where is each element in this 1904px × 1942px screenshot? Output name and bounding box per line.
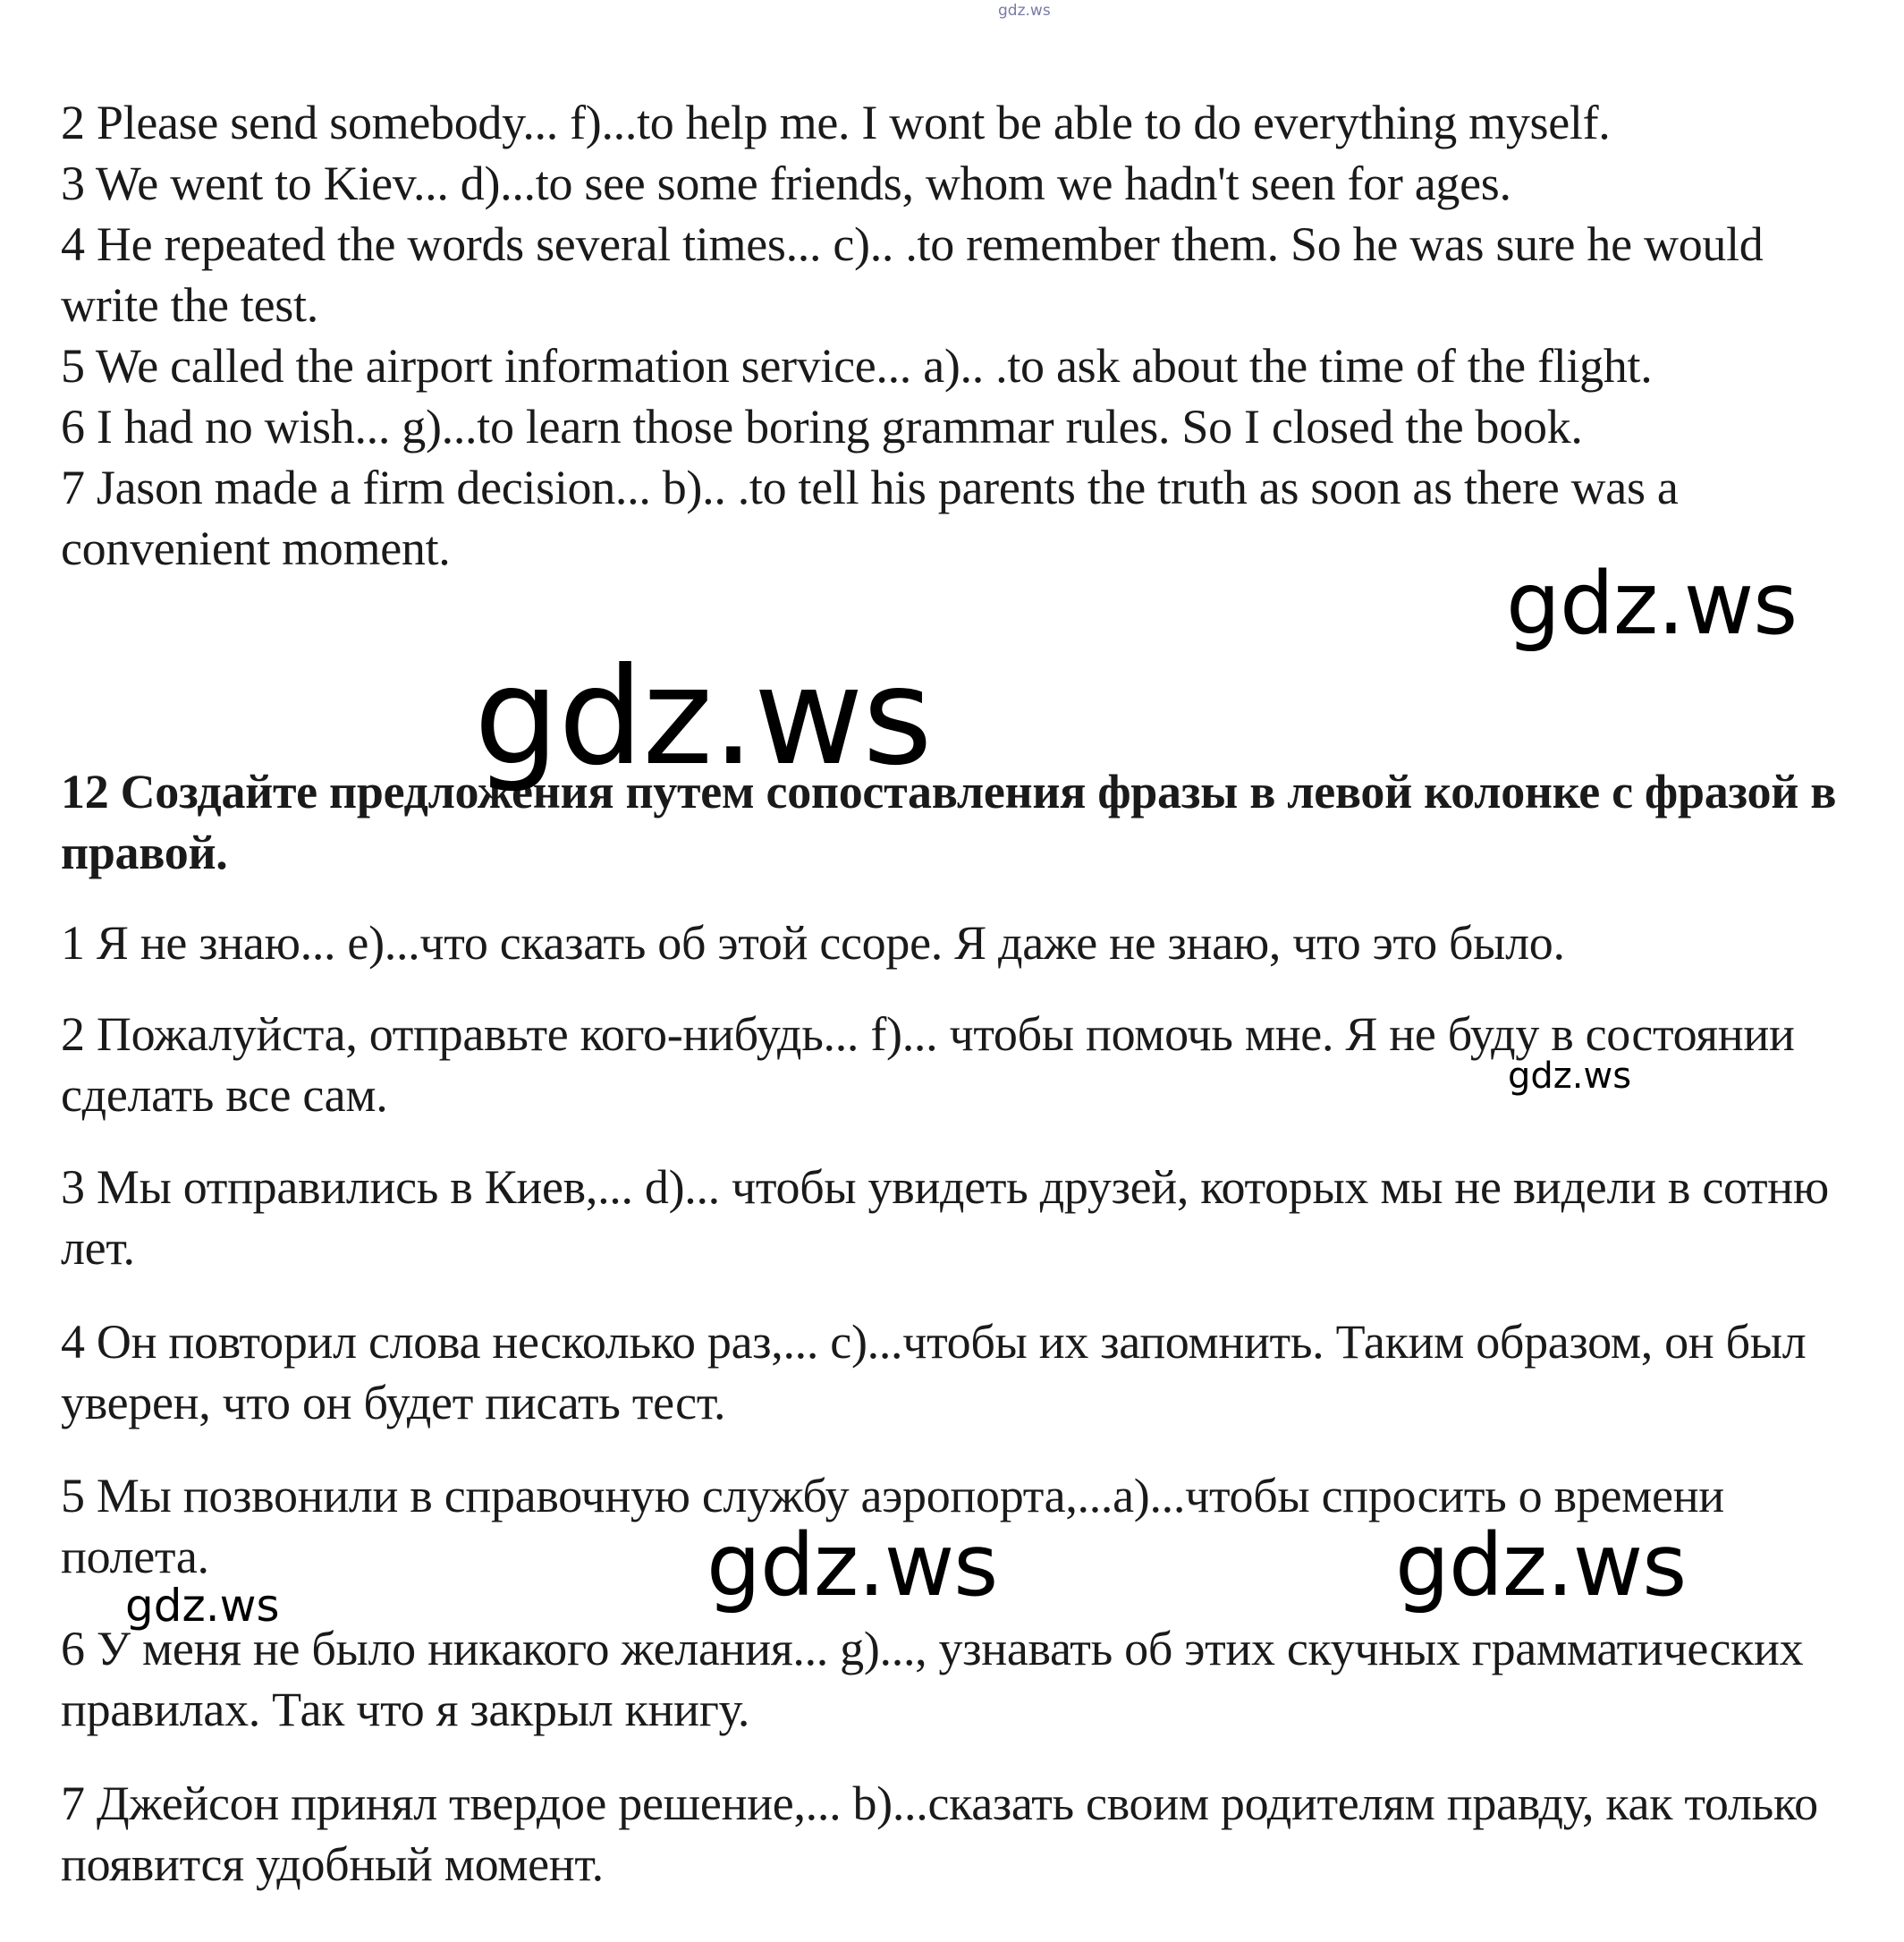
watermark-lower-center: gdz.ws	[707, 1515, 998, 1616]
english-item-7: 7 Jason made a firm decision... b).. .to tell his parents the truth as soon as there was a convenient moment.	[61, 461, 1679, 575]
watermark-lower-left: gdz.ws	[125, 1580, 280, 1632]
exercise-heading: 12 Создайте предложения путем сопоставления фразы в левой колонке с фразой в правой.	[61, 765, 1837, 879]
russian-item-3: 3 Мы отправились в Киев,... d)... чтобы увидеть друзей, которых мы не видели в сотню лет.	[61, 1160, 1829, 1275]
russian-item-7: 7 Джейсон принял твердое решение,... b)...сказать своим родителям правду, как только появится удобный момент.	[61, 1777, 1818, 1891]
header-watermark: gdz.ws	[998, 2, 1051, 20]
russian-item-1: 1 Я не знаю... e)...что сказать об этой ссоре. Я даже не знаю, что это было.	[61, 916, 1565, 970]
english-item-5: 5 We called the airport information service... a).. .to ask about the time of the flight.	[61, 339, 1653, 393]
watermark-small-right: gdz.ws	[1508, 1056, 1632, 1097]
english-item-6: 6 I had no wish... g)...to learn those boring grammar rules. So I closed the book.	[61, 400, 1583, 454]
english-item-3: 3 We went to Kiev... d)...to see some friends, whom we hadn't seen for ages.	[61, 157, 1511, 210]
english-answers	[61, 92, 1849, 579]
document-page	[61, 0, 1849, 1942]
watermark-upper-right: gdz.ws	[1506, 554, 1798, 654]
watermark-large-center: gdz.ws	[474, 640, 932, 795]
english-item-2: 2 Please send somebody... f)...to help me. I wont be able to do everything myself.	[61, 96, 1611, 149]
russian-item-4: 4 Он повторил слова несколько раз,... c)...чтобы их запомнить. Таким образом, он был уверен, что он будет писать тест.	[61, 1315, 1807, 1429]
english-item-4: 4 He repeated the words several times... c).. .to remember them. So he was sure he would write the test.	[61, 217, 1764, 332]
watermark-lower-right: gdz.ws	[1395, 1515, 1687, 1616]
russian-item-2: 2 Пожалуйста, отправьте кого-нибудь... f)... чтобы помочь мне. Я не буду в состоянии сделать все сам.	[61, 1007, 1795, 1122]
russian-item-5: 5 Мы позвонили в справочную службу аэропорта,...a)...чтобы спросить о времени полета.	[61, 1469, 1724, 1583]
russian-item-6: 6 У меня не было никакого желания... g)..., узнавать об этих скучных грамматических правилах. Так что я закрыл книгу.	[61, 1622, 1804, 1736]
